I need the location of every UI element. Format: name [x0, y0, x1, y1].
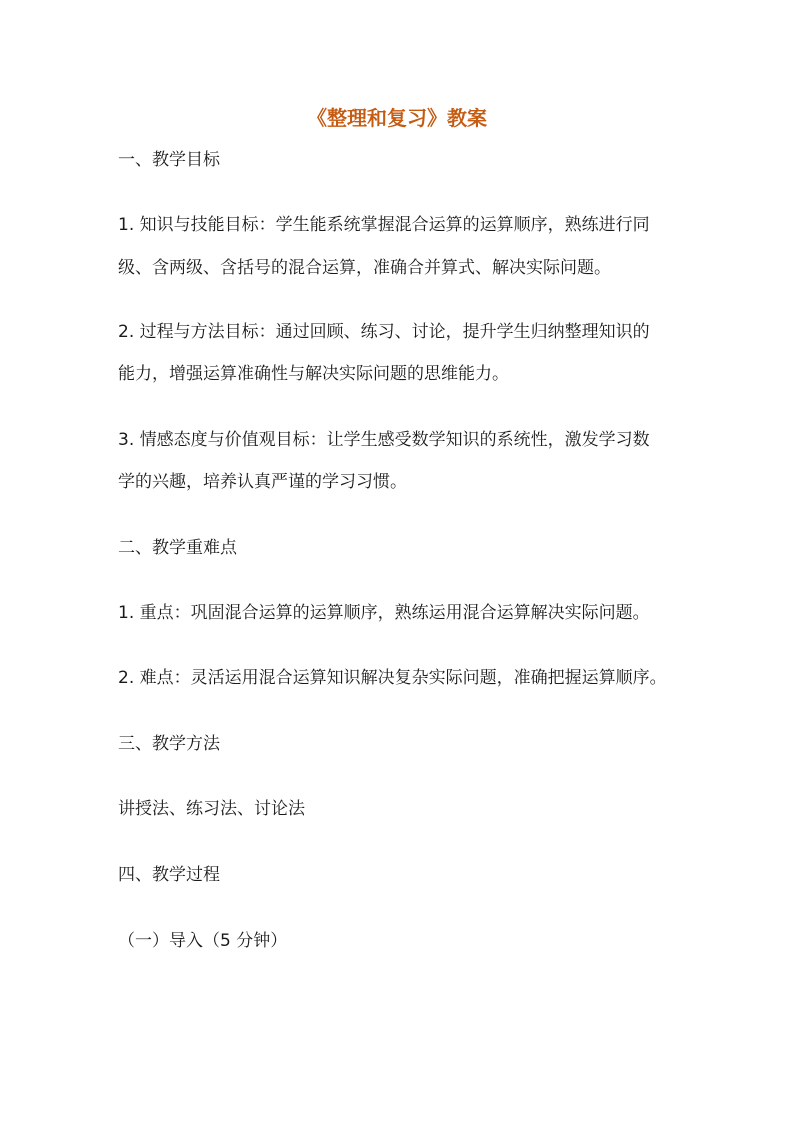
section-heading-objectives: 一、教学目标	[118, 150, 220, 170]
objective-2-line-1: 2. 过程与方法目标：通过回顾、练习、讨论，提升学生归纳整理知识的	[118, 322, 650, 342]
key-point-item: 1. 重点：巩固混合运算的运算顺序，熟练运用混合运算解决实际问题。	[118, 603, 650, 623]
objective-2-line-2: 能力，增强运算准确性与解决实际问题的思维能力。	[118, 364, 509, 384]
subsection-heading-intro: （一）导入（5 分钟）	[118, 931, 288, 951]
document-title: 《整理和复习》教案	[307, 106, 487, 130]
section-heading-methods: 三、教学方法	[118, 734, 220, 754]
objective-3-line-2: 学的兴趣，培养认真严谨的学习习惯。	[118, 472, 407, 492]
difficulty-item: 2. 难点：灵活运用混合运算知识解决复杂实际问题，准确把握运算顺序。	[118, 668, 667, 688]
objective-1-line-1: 1. 知识与技能目标：学生能系统掌握混合运算的运算顺序，熟练进行同	[118, 215, 650, 235]
section-heading-key-points: 二、教学重难点	[118, 538, 237, 558]
methods-text: 讲授法、练习法、讨论法	[118, 799, 305, 819]
objective-1-line-2: 级、含两级、含括号的混合运算，准确合并算式、解决实际问题。	[118, 258, 611, 278]
objective-3-line-1: 3. 情感态度与价值观目标：让学生感受数学知识的系统性，激发学习数	[118, 430, 650, 450]
section-heading-process: 四、教学过程	[118, 865, 220, 885]
